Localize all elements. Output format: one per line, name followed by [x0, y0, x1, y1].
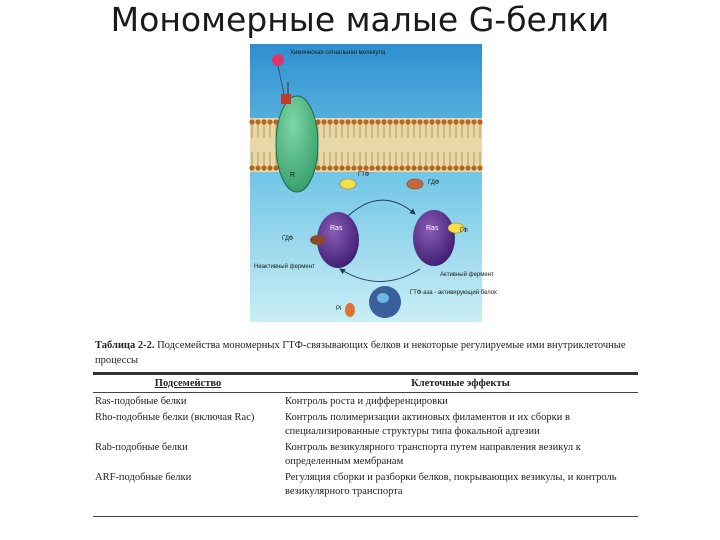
- phosphate-icon: [345, 303, 355, 317]
- receptor-shape: [276, 96, 318, 192]
- table-row: [93, 411, 638, 439]
- table-cell-effects: Контроль полимеризации актиновых филаментов и их сборки в специализированные структуры типа фокальной адгезии: [285, 412, 570, 437]
- gdp-top-label: ГДФ: [428, 180, 440, 186]
- activated-receptor-marker: [281, 94, 291, 104]
- ras-right-label: Ras: [426, 225, 439, 232]
- table-cell-effects: Регуляция сборки и разборки белков, покрывающих везикулы, и контроль везикулярного транспорта: [285, 472, 617, 497]
- signal-label: Химическая сигнальная молекула: [290, 50, 386, 56]
- ras-active-shape: [413, 210, 455, 266]
- table-cell-subfamily: Rab-подобные белки: [95, 442, 188, 453]
- table-bottom-rule: [93, 516, 638, 517]
- g-protein-table: [93, 338, 638, 499]
- table-caption: [95, 338, 638, 368]
- gdp-molecule-top: [407, 179, 423, 189]
- table-cell-effects: Контроль роста и дифференцировки: [285, 396, 448, 407]
- table-cell-subfamily: Rho-подобные белки (включая Rac): [95, 412, 255, 423]
- g-protein-cycle-figure: [250, 44, 497, 322]
- gdp-left-label: ГДФ: [282, 236, 294, 242]
- table-header-rule: [93, 392, 638, 393]
- table-header-row: [93, 375, 638, 392]
- header-effects: Клеточные эффекты: [411, 378, 510, 389]
- gtpase-label: ГТФ-аза - активирующий белок: [410, 290, 497, 296]
- gtp-right-label: ГФ: [460, 228, 468, 234]
- slide-title: Мономерные малые G-белки: [110, 0, 610, 39]
- table-cell-effects: Контроль везикулярного транспорта путем направления везикул к определенным мембранам: [285, 442, 581, 467]
- gdp-bound-left: [310, 235, 326, 245]
- ras-left-label: Ras: [330, 225, 343, 232]
- receptor-label: R: [290, 172, 296, 179]
- table-row: [93, 395, 638, 409]
- table-row: [93, 471, 638, 499]
- table-cell-subfamily: ARF-подобные белки: [95, 472, 192, 483]
- signal-molecule-icon: [272, 54, 284, 66]
- table-cell-subfamily: Ras-подобные белки: [95, 396, 187, 407]
- active-enzyme-label: Активный фермент: [440, 272, 494, 278]
- inactive-enzyme-label: Неактивный фермент: [254, 264, 315, 270]
- header-subfamily: Подсемейство: [154, 378, 222, 389]
- table-row: [93, 441, 638, 469]
- table-caption-text: Подсемейства мономерных ГТФ-связывающих белков и некоторые регулируемые ими внутриклеточные процессы: [95, 340, 626, 366]
- gtp-top-label: ГТФ: [358, 172, 370, 178]
- gtp-molecule-top: [340, 179, 356, 189]
- table-caption-number: Таблица 2-2.: [95, 340, 155, 351]
- phosphate-label: Pi: [336, 306, 342, 312]
